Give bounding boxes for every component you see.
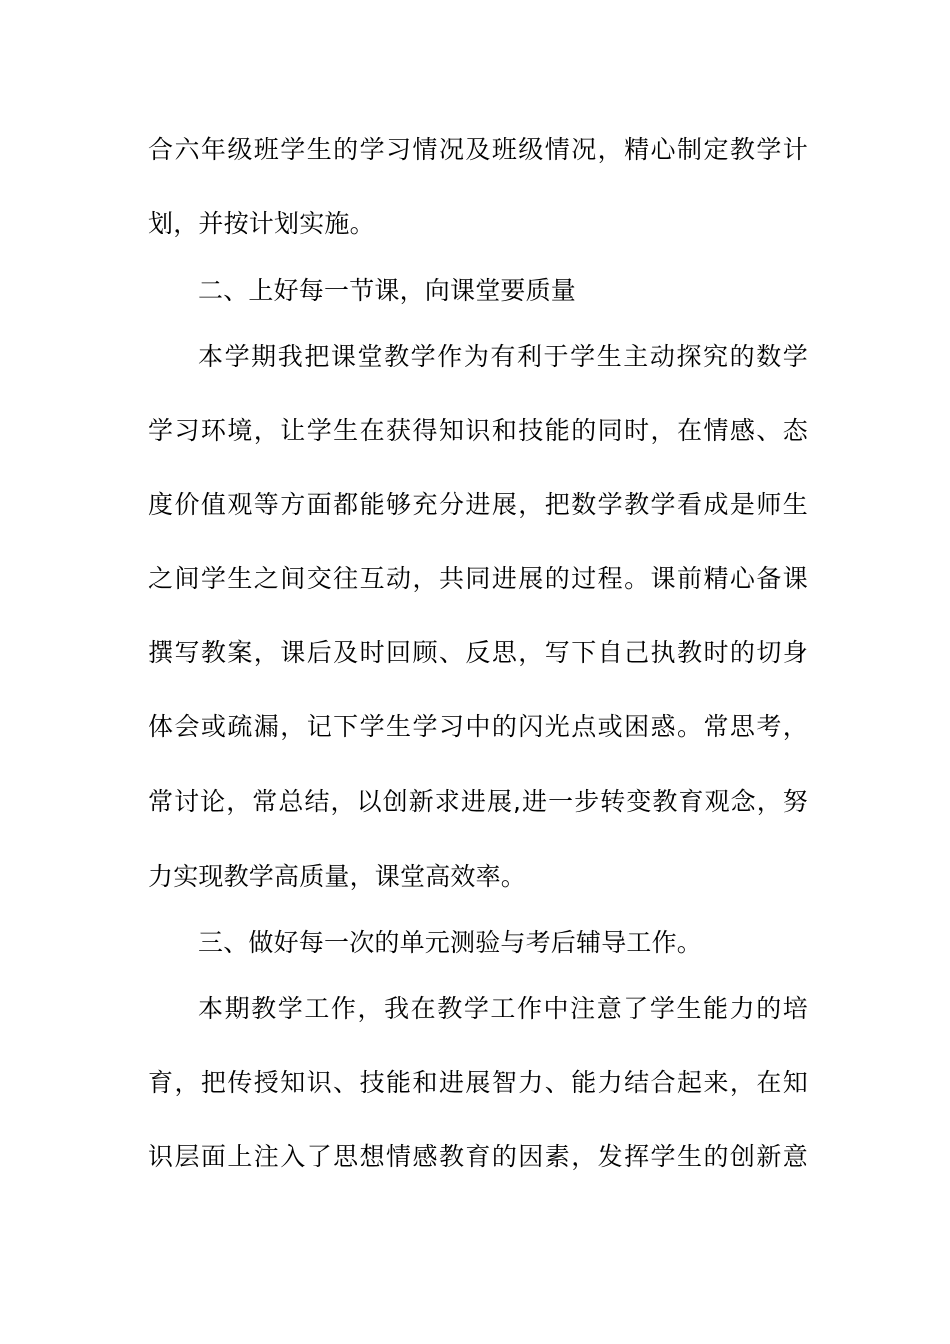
section-heading: 二、上好每一节课，向课堂要质量 <box>198 276 577 305</box>
paragraph-first-line: 本期教学工作，我在教学工作中注意了学生能力的培 <box>198 994 808 1023</box>
text-line: 之间学生之间交往互动，共同进展的过程。课前精心备课 <box>148 564 808 593</box>
text-line: 学习环境，让学生在获得知识和技能的同时，在情感、态 <box>148 416 808 445</box>
text-line: 度价值观等方面都能够充分进展，把数学教学看成是师生 <box>148 490 808 519</box>
text-line: 撰写教案，课后及时回顾、反思，写下自己执教时的切身 <box>148 638 808 667</box>
text-line: 合六年级班学生的学习情况及班级情况，精心制定教学计 <box>148 135 808 164</box>
text-line: 识层面上注入了思想情感教育的因素，发挥学生的创新意 <box>148 1142 808 1171</box>
text-line: 体会或疏漏，记下学生学习中的闪光点或困惑。常思考， <box>148 712 808 741</box>
text-line: 常讨论，常总结，以创新求进展,进一步转变教育观念，努 <box>148 787 808 816</box>
text-line: 育，把传授知识、技能和进展智力、能力结合起来，在知 <box>148 1068 808 1097</box>
paragraph-first-line: 本学期我把课堂教学作为有利于学生主动探究的数学 <box>198 342 808 371</box>
text-line: 划，并按计划实施。 <box>148 209 375 238</box>
text-line: 力实现教学高质量，课堂高效率。 <box>148 862 527 891</box>
section-heading: 三、做好每一次的单元测验与考后辅导工作。 <box>198 928 703 957</box>
